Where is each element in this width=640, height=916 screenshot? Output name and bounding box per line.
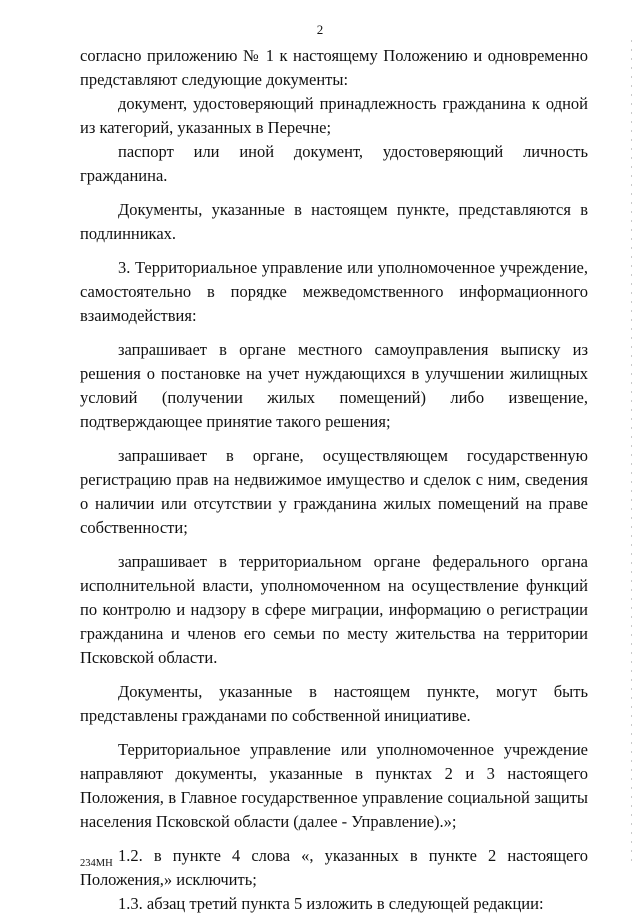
paragraph-6: запрашивает в органе местного самоуправления выписку из решения о постановке на учет нуждающихся в улучшении жилищных условий (получении жилых помещений) либо извещение, подтверждающее принятие такого решения; (80, 340, 588, 431)
scan-edge-marks (631, 40, 632, 865)
paragraph-11: 1.2. в пункте 4 слова «, указанных в пункте 2 настоящего Положения,» исключить; (80, 846, 588, 889)
document-body (80, 44, 588, 916)
paragraph-1: согласно приложению № 1 к настоящему Положению и одновременно представляют следующие документы: (80, 46, 588, 89)
paragraph-8: запрашивает в территориальном органе федерального органа исполнительной власти, уполномоченном на осуществление функций по контролю и надзору в сфере миграции, информацию о регистрации гражданина и членов его семьи по месту жительства на территории Псковской области. (80, 552, 588, 667)
paragraph-4: Документы, указанные в настоящем пункте, представляются в подлинниках. (80, 200, 588, 243)
document-code: 234МН (80, 858, 113, 869)
paragraph-10: Территориальное управление или уполномоченное учреждение направляют документы, указанные в пунктах 2 и 3 настоящего Положения, в Главное государственное управление социальной защиты населения Псковской области (далее - Управление).»; (80, 740, 588, 831)
paragraph-12: 1.3. абзац третий пункта 5 изложить в следующей редакции: (118, 894, 544, 913)
paragraph-9: Документы, указанные в настоящем пункте, могут быть представлены гражданами по собственной инициативе. (80, 682, 588, 725)
paragraph-7: запрашивает в органе, осуществляющем государственную регистрацию прав на недвижимое имущество и сделок с ним, сведения о наличии или отсутствии у гражданина жилых помещений на праве собственности; (80, 446, 588, 537)
paragraph-3: паспорт или иной документ, удостоверяющий личность гражданина. (80, 142, 588, 185)
paragraph-2: документ, удостоверяющий принадлежность гражданина к одной из категорий, указанных в Перечне; (80, 94, 588, 137)
page-number: 2 (316, 22, 324, 37)
paragraph-5: 3. Территориальное управление или уполномоченное учреждение, самостоятельно в порядке межведомственного информационного взаимодействия: (80, 258, 588, 325)
